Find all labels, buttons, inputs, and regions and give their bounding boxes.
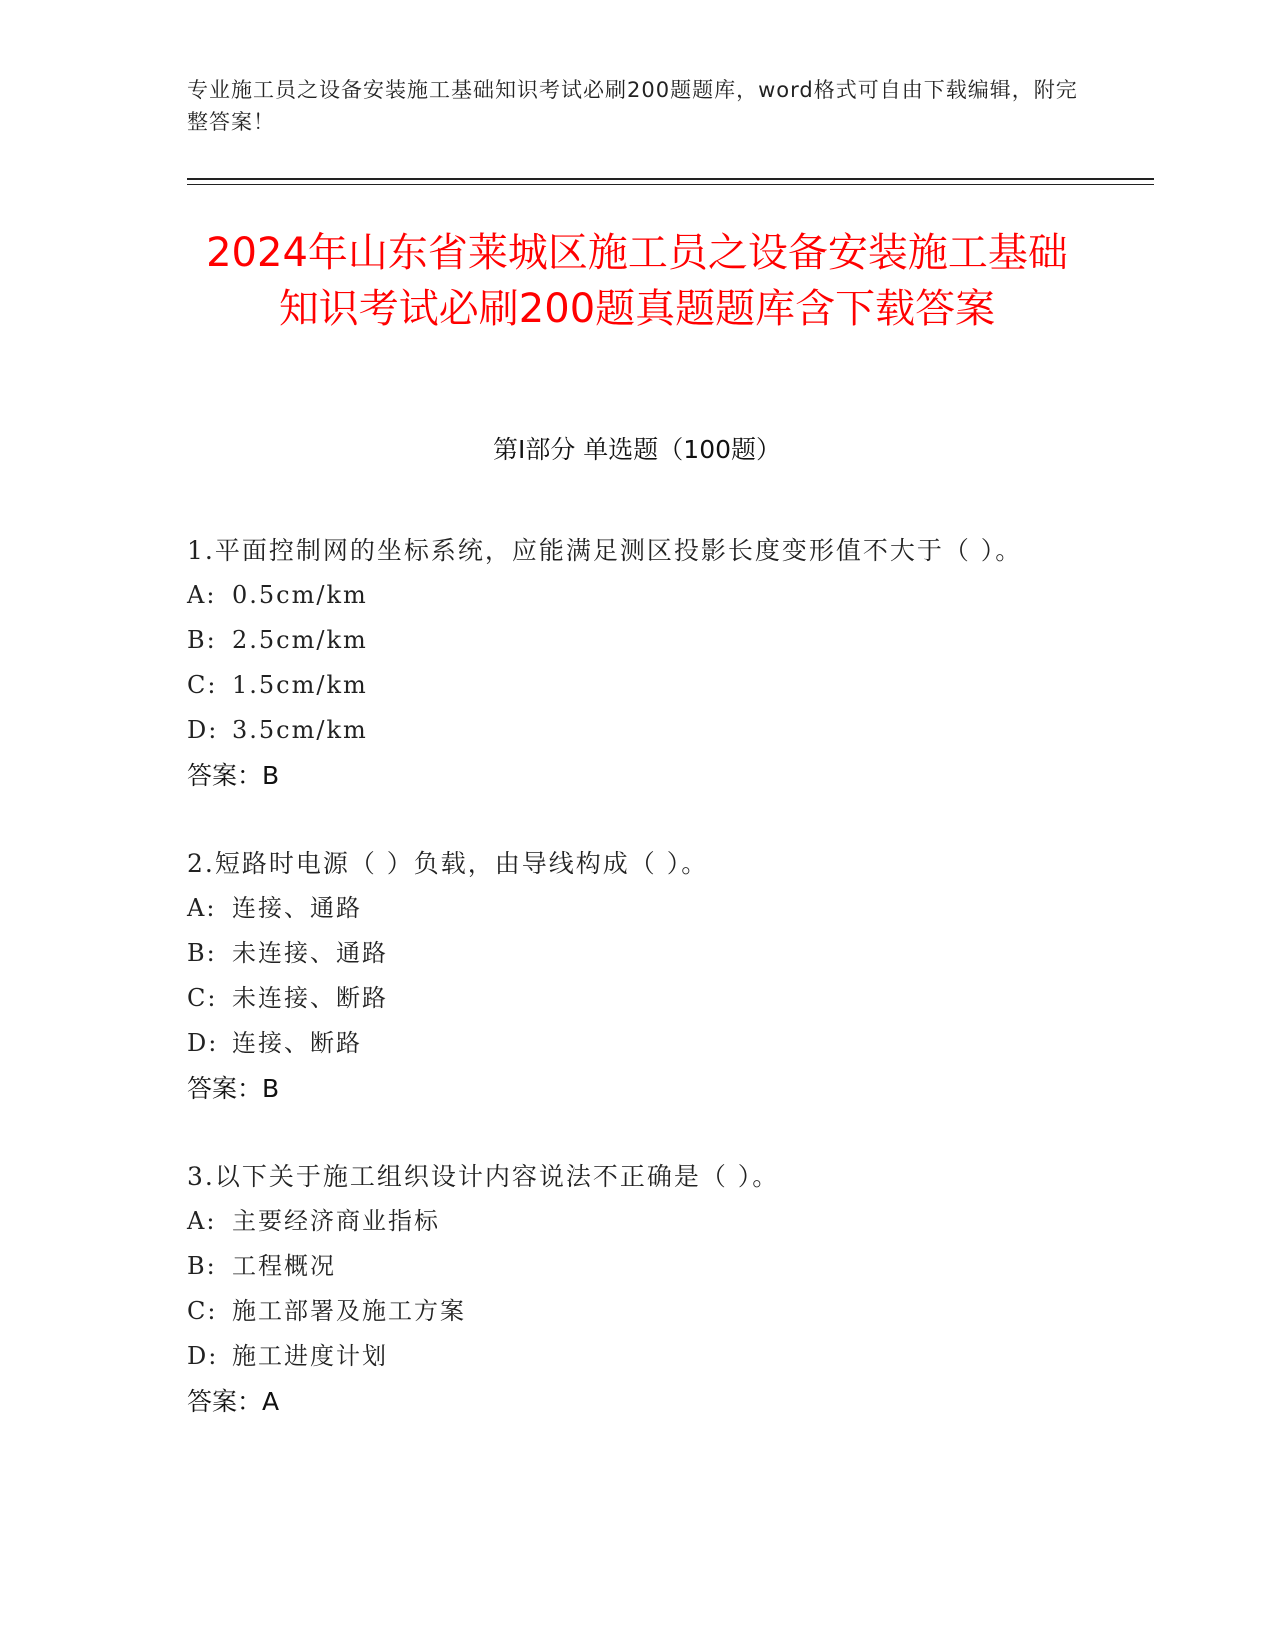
option-a (187, 573, 1087, 618)
document-title: 2024年山东省莱城区施工员之设备安装施工基础知识考试必刷200题真题题库含下载答案 (206, 230, 1068, 332)
option-text: 未连接、断路 (232, 984, 388, 1012)
option-letter: C: (187, 671, 218, 699)
option-letter: A: (187, 894, 217, 922)
option-text: 1.5cm/km (232, 671, 368, 699)
question-3 (187, 1154, 1087, 1424)
option-text: 2.5cm/km (232, 626, 368, 654)
question-stem: 1.平面控制网的坐标系统，应能满足测区投影长度变形值不大于（ ）。 (187, 536, 1023, 565)
option-text: 连接、通路 (232, 894, 362, 922)
option-a (187, 1199, 1087, 1244)
option-c (187, 976, 1087, 1021)
option-letter: A: (187, 1207, 217, 1235)
question-list (187, 528, 1087, 1467)
option-text: 施工部署及施工方案 (232, 1297, 466, 1325)
option-letter: D: (187, 1342, 219, 1370)
option-text: 3.5cm/km (232, 716, 368, 744)
header-note: 专业施工员之设备安装施工基础知识考试必刷200题题库，word格式可自由下载编辑，附完整答案！ (187, 78, 1078, 134)
option-text: 0.5cm/km (232, 581, 368, 609)
option-letter: C: (187, 984, 218, 1012)
option-letter: B: (187, 626, 217, 654)
header-rule-thin (187, 184, 1154, 185)
option-c (187, 1289, 1087, 1334)
option-letter: A: (187, 581, 217, 609)
option-b (187, 931, 1087, 976)
option-c (187, 663, 1087, 708)
question-stem: 3.以下关于施工组织设计内容说法不正确是（ ）。 (187, 1162, 780, 1191)
option-d (187, 708, 1087, 753)
option-text: 施工进度计划 (232, 1342, 388, 1370)
option-letter: D: (187, 1029, 219, 1057)
option-letter: B: (187, 939, 217, 967)
option-text: 连接、断路 (232, 1029, 362, 1057)
option-a (187, 886, 1087, 931)
option-text: 工程概况 (232, 1252, 336, 1280)
answer-line: 答案：B (187, 761, 280, 790)
header-rule-thick (187, 178, 1154, 180)
option-b (187, 1244, 1087, 1289)
option-letter: C: (187, 1297, 218, 1325)
option-d (187, 1334, 1087, 1379)
option-text: 主要经济商业指标 (232, 1207, 440, 1235)
option-letter: B: (187, 1252, 217, 1280)
answer-line: 答案：A (187, 1387, 280, 1416)
answer-line: 答案：B (187, 1074, 280, 1103)
option-b (187, 618, 1087, 663)
question-2 (187, 841, 1087, 1111)
option-d (187, 1021, 1087, 1066)
option-letter: D: (187, 716, 219, 744)
section-title: 第I部分 单选题（100题） (492, 435, 782, 464)
question-stem: 2.短路时电源（ ）负载，由导线构成（ ）。 (187, 849, 709, 878)
option-text: 未连接、通路 (232, 939, 388, 967)
question-1 (187, 528, 1087, 798)
